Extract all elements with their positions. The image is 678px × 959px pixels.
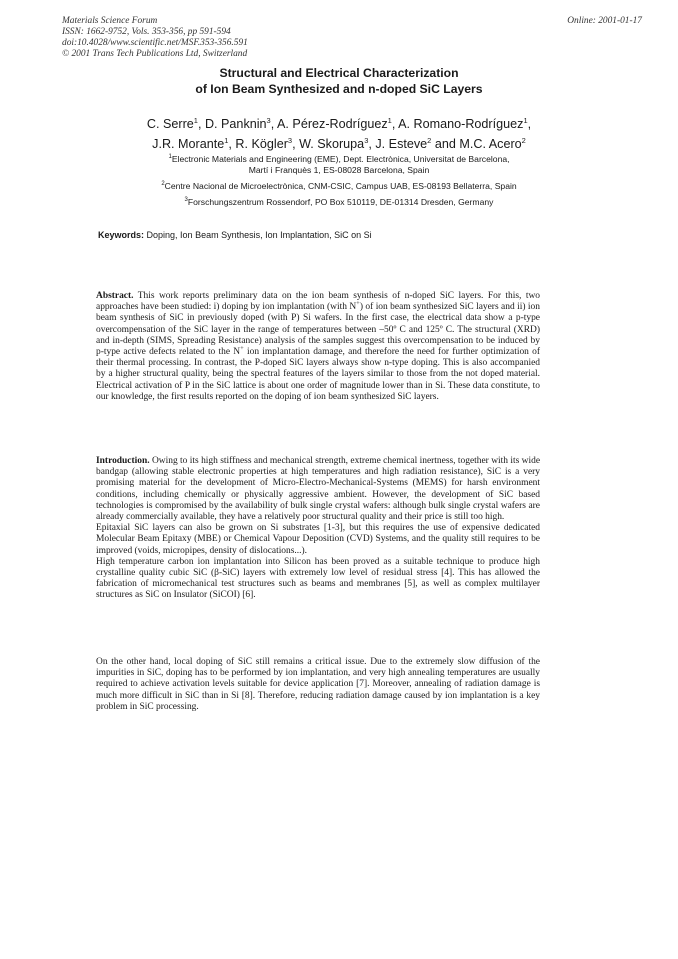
affiliation-text: Centre Nacional de Microelectrònica, CNM-CSIC, Campus UAB, ES-08193 Bellaterra, Spain xyxy=(164,180,517,191)
affiliation-number: 2 xyxy=(161,181,165,187)
intro-paragraph-4: On the other hand, local doping of SiC still remains a critical issue. Due to the extremely slow diffusion of the impurities in SiC, doping has to be performed by ion implantation, and very high annealing temperatures are usually required to achieve activation levels suitable for device application [7]. Moreover, annealing of radiation damage is much more difficult in SiC than in Si [8]. Therefore, reducing radiation damage caused by ion implantation is a key problem in SiC processing. xyxy=(96,657,540,712)
affiliation-number: 1 xyxy=(168,154,172,160)
intro-paragraph-1 xyxy=(96,456,540,523)
introduction-section xyxy=(96,456,540,602)
affiliation-number: 3 xyxy=(184,197,188,203)
title-line-2: of Ion Beam Synthesized and n-doped SiC Layers xyxy=(195,81,483,96)
author-affiliation-mark: 3 xyxy=(266,116,271,125)
ion-charge-sup: + xyxy=(240,344,244,352)
author-affiliation-mark: 3 xyxy=(364,135,369,145)
journal-name: Materials Science Forum xyxy=(62,16,158,26)
intro-text-1: Owing to its high stiffness and mechanical strength, extreme chemical inertness, together with its wide bandgap (allowing stable electronic properties at high temperatures and high radiation resistance), SiC is a very promising material for the development of Micro-Electro-Mechanical-Systems (MEMS) for harsh environment conditions, including chemically or physically aggressive ambient. However, the development of SiC based technologies is compromised by the availability of bulk single crystal wafers: although bulk single crystal wafers are already commercially available, they have a relatively poor structural quality and their price is still too high. xyxy=(96,456,541,523)
author-name: R. Kögler xyxy=(235,136,288,151)
author-name: M.C. Acero xyxy=(459,136,522,151)
introduction-label: Introduction. xyxy=(96,456,150,466)
affiliation-2 xyxy=(40,179,638,192)
keywords xyxy=(98,230,372,240)
authors-and: and xyxy=(434,136,456,151)
affiliation-text: Forschungszentrum Rossendorf, PO Box 510119, DE-01314 Dresden, Germany xyxy=(187,196,494,207)
author-affiliation-mark: 1 xyxy=(523,116,528,125)
online-date: Online: 2001-01-17 xyxy=(567,16,642,26)
author-name: A. Pérez-Rodríguez xyxy=(277,117,388,132)
copyright-line: © 2001 Trans Tech Publications Ltd, Switzerland xyxy=(62,49,248,59)
author-affiliation-mark: 2 xyxy=(521,135,526,145)
abstract-paragraph xyxy=(96,291,540,403)
title-line-1: Structural and Electrical Characterization xyxy=(219,66,459,80)
author-line-2: J.R. Morante$^1$, R. Kögler$^3$, W. Skorupa$^3$, J. Esteve$^2$ and M.C. Acero$^2$ xyxy=(152,135,526,151)
issn-line: ISSN: 1662-9752, Vols. 353-356, pp 591-594 xyxy=(62,27,231,37)
affiliation-1 xyxy=(40,152,638,177)
author-list xyxy=(40,113,638,152)
author-name: J.R. Morante xyxy=(152,136,225,151)
abstract-text-a: This work reports preliminary data on the ion beam synthesis of n-doped SiC layers. For this, two approaches have been studied: i) doping by ion implantation (with N xyxy=(96,291,540,313)
affiliation-address: Martí i Franquès 1, ES-08028 Barcelona, Spain xyxy=(248,165,430,176)
author-name: W. Skorupa xyxy=(299,136,365,151)
author-name: J. Esteve xyxy=(375,136,428,151)
author-affiliation-mark: 3 xyxy=(287,135,293,145)
publication-header xyxy=(62,16,248,60)
intro-paragraph-2: Epitaxial SiC layers can also be grown on Si substrates [1-3], but this requires the use of expensive dedicated Molecular Beam Epitaxy (MBE) or Chemical Vapour Deposition (CVD) Systems, and the quality still requires to be improved (voids, micropipes, density of dislocations...). xyxy=(96,523,540,556)
ion-charge-sup: + xyxy=(356,300,360,308)
author-name: A. Romano-Rodríguez xyxy=(398,117,524,132)
author-affiliation-mark: 1 xyxy=(224,135,229,145)
keywords-label: Keywords: xyxy=(98,230,145,240)
abstract-label: Abstract. xyxy=(96,291,134,301)
author-affiliation-mark: 2 xyxy=(427,135,432,145)
abstract-text-b: ) of ion beam synthesized SiC layers and ii) ion beam synthesis of SiC in previously doped (with P) Si wafers. In the first case, the electrical data show a p-type overcompensation of the SiC layer in the range of temperatures between –50º C and 125º C. The structural (XRD) and in-depth (SIMS, Spreading Resistance) analysis of the samples suggest this overcompensation to be induced by p-type active defects related to the N xyxy=(96,302,540,358)
author-name: D. Panknin xyxy=(204,117,267,132)
author-affiliation-mark: 1 xyxy=(193,116,198,125)
abstract-text-c: ion implantation damage, and therefore the need for further optimization of their thermal processing. In contrast, the P-doped SiC layers always show n-type doping. This is also accompanied by a higher structural quality, being the spectral features of the layers similar to those from the not doped material. Electrical activation of P in the SiC lattice is about one order of magnitude lower than in Si. These data constitute, to our knowledge, the first results reported on the doping of ion beam synthesized SiC layers. xyxy=(96,347,540,402)
intro-paragraph-3: High temperature carbon ion implantation into Silicon has been proved as a suitable technique to produce high crystalline quality cubic SiC (β-SiC) layers with extremely low level of residual stress [4]. This has allowed the fabrication of micromechanical test structures such as beams and membranes [5], as well as complex multilayer structures as SiC on Insulator (SiCOI) [6]. xyxy=(96,556,540,601)
doi-line: doi:10.4028/www.scientific.net/MSF.353-356.591 xyxy=(62,38,248,48)
paper-title xyxy=(40,66,638,97)
affiliation-3 xyxy=(40,195,638,208)
keywords-text: Doping, Ion Beam Synthesis, Ion Implantation, SiC on Si xyxy=(146,230,372,240)
author-name: C. Serre xyxy=(146,117,194,132)
author-line-1: C. Serre$^1$, D. Panknin$^3$, A. Pérez-Rodríguez$^1$, A. Romano-Rodríguez$^1$, xyxy=(146,116,532,132)
author-affiliation-mark: 1 xyxy=(387,116,392,125)
affiliation-text: Electronic Materials and Engineering (EME), Dept. Electrònica, Universitat de Barcelona, xyxy=(171,153,510,164)
